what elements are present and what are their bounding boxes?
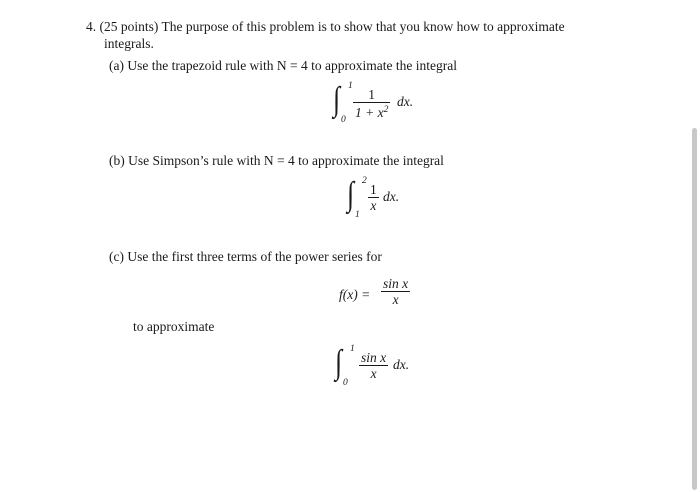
upper-limit: 1	[350, 344, 355, 354]
numerator: sin x	[361, 350, 387, 365]
denominator: $1 + x^2$	[355, 105, 389, 120]
integrand-fraction	[368, 182, 379, 213]
lower-limit: 0	[341, 115, 346, 125]
numerator: 1	[368, 87, 376, 102]
to-approximate-text: to approximate	[133, 319, 215, 334]
problem-statement-line1: 4. (25 points) The purpose of this problem is to show that you know how to approximate	[86, 19, 565, 34]
part-a-integral	[333, 83, 433, 127]
part-b-integral	[347, 178, 417, 222]
part-c-integral	[335, 346, 425, 390]
lower-limit: 1	[355, 210, 360, 220]
power-series-function	[339, 276, 429, 320]
upper-limit: 2	[362, 176, 367, 186]
part-b-text: (b) Use Simpson’s rule with N = 4 to approximate the integral	[109, 153, 444, 168]
integrand-fraction	[359, 350, 388, 381]
upper-limit: 1	[348, 81, 353, 91]
integral-sign: ∫	[333, 81, 340, 118]
denominator: x	[370, 366, 377, 381]
function-fraction	[381, 276, 410, 307]
vertical-scrollbar[interactable]	[692, 128, 697, 490]
numerator: 1	[370, 182, 377, 197]
integral-sign: ∫	[347, 176, 354, 213]
part-a-text: (a) Use the trapezoid rule with N = 4 to approximate the integral	[109, 58, 457, 73]
integrand-fraction	[353, 87, 390, 120]
problem-statement-line2: integrals.	[104, 36, 154, 51]
lower-limit: 0	[343, 378, 348, 388]
differential: dx.	[383, 189, 400, 204]
differential: dx.	[393, 357, 410, 372]
integral-sign: ∫	[335, 344, 342, 381]
denominator: x	[392, 292, 399, 307]
denominator: x	[370, 198, 377, 213]
part-c-text: (c) Use the first three terms of the power series for	[109, 249, 382, 264]
numerator: sin x	[383, 276, 409, 291]
function-lhs: f(x) =	[339, 287, 371, 302]
differential: dx.	[397, 94, 414, 109]
